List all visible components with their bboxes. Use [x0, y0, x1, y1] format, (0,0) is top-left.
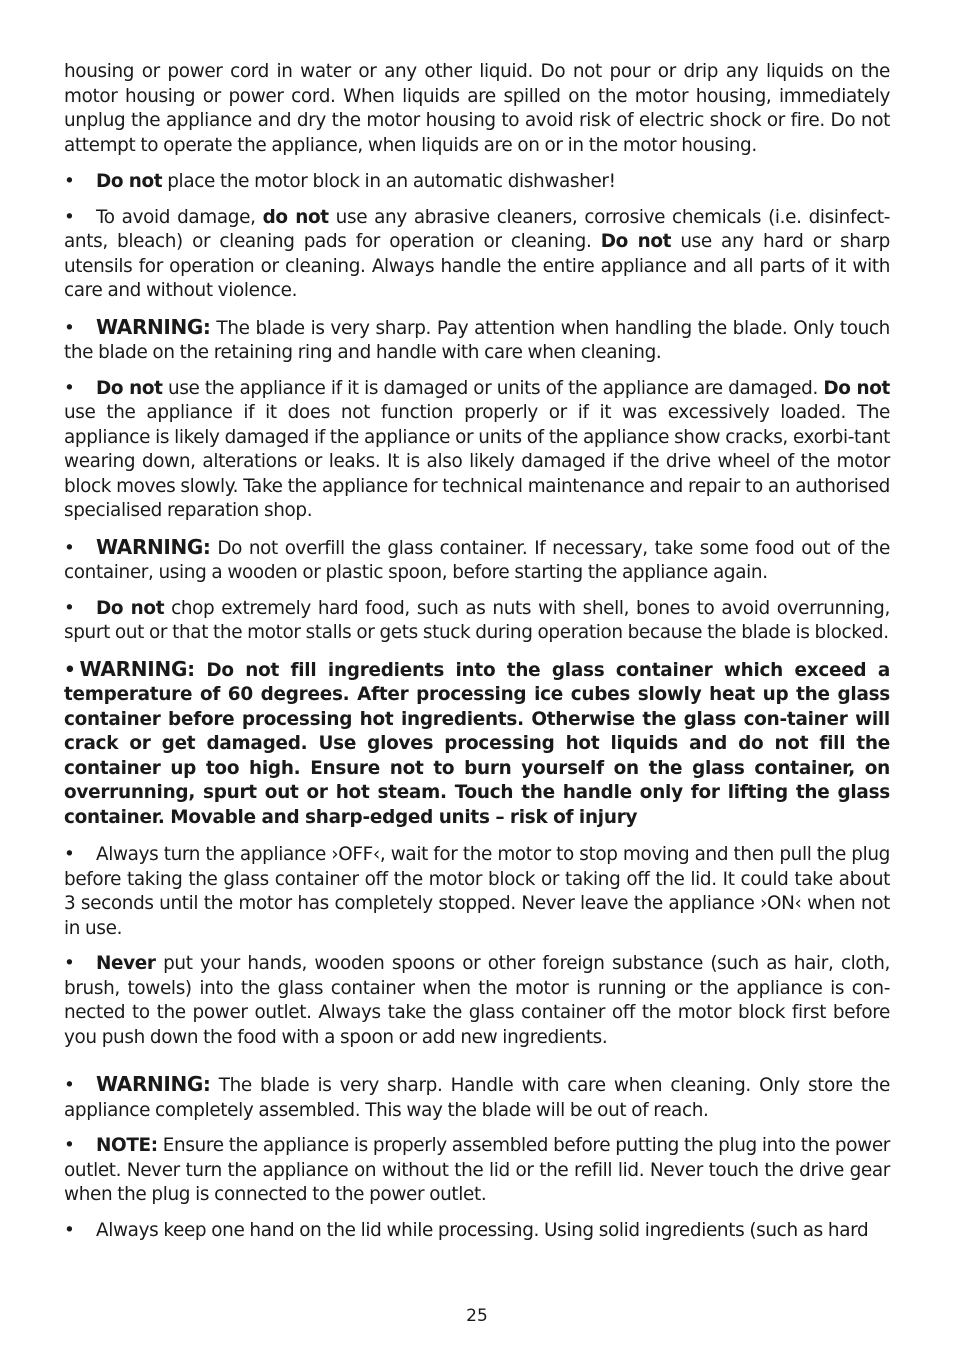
bold-do-not: Do not	[96, 377, 163, 399]
bullet-text: Always turn the appliance ›OFF‹, wait for the motor to stop moving and then pull the plug before taking the glass container off the motor block or taking off the lid. It could take about 3 seconds until the motor has completely stopped. Never leave the appliance ›ON‹ when not in use.	[64, 844, 890, 939]
bold-do-not: do not	[262, 206, 329, 228]
bullet-marker: •	[64, 597, 75, 619]
bullet-cleaners	[64, 206, 890, 304]
warning-label: WARNING:	[96, 1072, 211, 1096]
warning-label: WARNING:	[96, 534, 211, 559]
bullet-marker: •	[64, 537, 75, 559]
bullet-text: use the appliance if it does not function properly or if it was excessively loaded. The appliance is likely damaged if the appliance or units of the appliance show cracks, exorbi-tant wearing down, alterations or leaks. It is also likely damaged if the drive wheel of the motor block moves slowly. Take the appliance for technical maintenance and repair to an authorised specialised reparation shop.	[64, 402, 890, 521]
bold-do-not: Do not	[823, 377, 890, 399]
warning-label: WARNING:	[79, 656, 195, 681]
bullet-text: use the appliance if it is damaged or units of the appliance are damaged.	[162, 377, 824, 399]
bullet-text: place the motor block in an automatic dishwasher!	[162, 171, 616, 192]
bullet-marker: •	[64, 844, 75, 865]
bullet-marker: •	[64, 377, 75, 399]
bullet-text: use any abrasive cleaners, corrosive chemicals (i.e. disinfect-ants, bleach) or cleaning pads for operation or cleaning.	[64, 206, 890, 252]
intro-paragraph: housing or power cord in water or any other liquid. Do not pour or drip any liquids on the motor housing or power cord. When liquids are spilled on the motor housing, immediately unplug the appliance and dry the motor housing to avoid risk of electric shock or fire. Do not attempt to operate the appliance, when liquids are on or in the motor housing.	[64, 61, 890, 156]
bullet-temperature-warning	[64, 657, 890, 831]
manual-page-body	[64, 60, 890, 1254]
bullet-text: Ensure the appliance is properly assembled before putting the plug into the power outlet. Never turn the appliance on without the lid or the refill lid. Never touch the drive gear when the plug is connected to the power outlet.	[64, 1135, 890, 1205]
bullet-marker: •	[64, 1135, 75, 1156]
bullet-text: put your hands, wooden spoons or other foreign substance (such as hair, cloth, brush, towels) into the glass container when the motor is running or the appliance is con-nected to the power outlet. Always take the glass container off the motor block first before you push down the food with a spoon or add new ingredients.	[64, 953, 890, 1048]
bullet-marker: •	[64, 1219, 75, 1241]
bullet-text: Do not fill ingredients into the glass container which exceed a temperature of 60 degrees. After processing ice cubes slowly heat up the glass container before processing hot ingredients. Otherwise the glass con-tainer will crack or get damaged. Use gloves processing hot liquids and do not fill the container up too high. Ensure not to burn yourself on the glass container, on overrunning, spurt out or hot steam. Touch the handle only for lifting the glass container. Movable and sharp-edged units – risk of injury	[64, 659, 890, 828]
bullet-marker: •	[64, 317, 75, 339]
bold-never: Never	[96, 953, 156, 974]
bullet-text: Do not overfill the glass container. If necessary, take some food out of the container, using a wooden or plastic spoon, before starting the appliance again.	[64, 537, 890, 583]
bullet-text: use any hard or sharp utensils for operation or cleaning. Always handle the entire appliance and all parts of it with care and without violence.	[64, 231, 890, 301]
bullet-marker: •	[64, 206, 75, 228]
bullet-hand-on-lid	[64, 1219, 890, 1244]
bullet-damaged	[64, 377, 890, 524]
note-label: NOTE:	[96, 1135, 158, 1156]
bullet-switch-off	[64, 843, 890, 941]
bullet-overfill-warning	[64, 535, 890, 586]
bullet-text: chop extremely hard food, such as nuts with shell, bones to avoid overrunning, spurt out or that the motor stalls or gets stuck during operation because the blade is blocked.	[64, 597, 890, 643]
bullet-text: The blade is very sharp. Pay attention when handling the blade. Only touch the blade on the retaining ring and handle with care when cleaning.	[64, 317, 890, 363]
bullet-hard-food	[64, 597, 890, 646]
bullet-note-assembly	[64, 1134, 890, 1208]
bullet-text: The blade is very sharp. Handle with care when cleaning. Only store the appliance completely assembled. This way the blade will be out of reach.	[64, 1075, 890, 1121]
bold-do-not: Do not	[600, 231, 672, 252]
bullet-never-hands	[64, 952, 890, 1050]
bullet-marker: •	[64, 953, 75, 974]
bold-do-not: Do not	[96, 171, 163, 192]
bold-do-not: Do not	[96, 597, 165, 619]
bullet-marker: •	[64, 171, 75, 192]
warning-label: WARNING:	[96, 314, 211, 339]
page-number: 25	[466, 1306, 488, 1326]
bullet-store-warning	[64, 1072, 890, 1123]
bullet-text: To avoid damage,	[96, 206, 263, 228]
bullet-text: Always keep one hand on the lid while processing. Using solid ingredients (such as hard	[96, 1219, 869, 1241]
bullet-marker: •	[64, 1075, 75, 1096]
bullet-marker: •	[64, 659, 76, 681]
bullet-dishwasher	[64, 170, 890, 195]
bullet-blade-warning	[64, 315, 890, 366]
